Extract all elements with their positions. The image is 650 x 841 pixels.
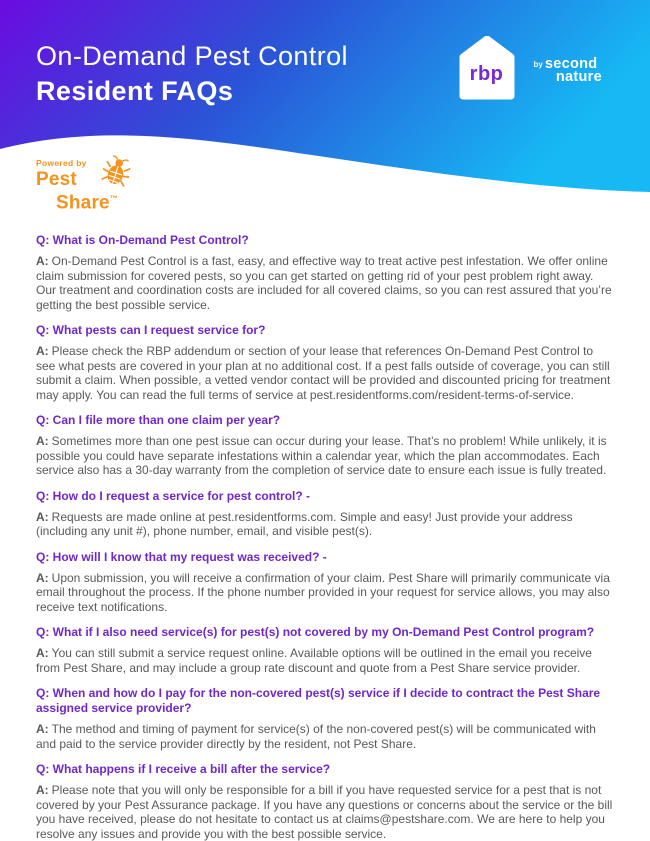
rbp-second-nature-logo [449, 36, 602, 106]
faq-item-2 [36, 323, 614, 402]
powered-by-label: Powered by [36, 158, 87, 168]
second-nature-wordmark [534, 58, 602, 84]
faq-item-5 [36, 550, 614, 615]
faq-question: Q: How will I know that my request was received? - [36, 549, 327, 564]
document-title: On-Demand Pest Control [36, 41, 348, 71]
faq-question: Q: What happens if I receive a bill after the service? [36, 762, 331, 776]
faq-question: Q: When and how do I pay for the non-covered pest(s) service if I decide to contract the Pest Share assigned service provider? [36, 686, 601, 715]
header-titles [36, 40, 348, 108]
faq-answer: A: Please note that you will only be responsible for a bill if you have requested service for a pest that is not covered by your Pest Assurance package. If you have any questions or concerns about the service or the bill you have received, please do not hesitate to contact us at claims@pestshare.com. We are here to help you resolve any issues and provide you with the best possible service. [36, 783, 613, 841]
faq-list [36, 233, 614, 841]
faq-question: Q: What if I also need service(s) for pest(s) not covered by my On-Demand Pest Control program? [36, 625, 595, 639]
pest-share-logo [36, 158, 176, 212]
faq-answer: A: Sometimes more than one pest issue can occur during your lease. That’s no problem! While unlikely, it is possible you could have separate infestations within a calendar year, which the plan accommodates. Each service also has a 30-day warranty from the completion of service date to ensure each issue is fully treated. [36, 434, 607, 477]
trademark-symbol: ™ [109, 194, 119, 203]
document-subtitle: Resident FAQs [36, 76, 234, 106]
faq-item-6 [36, 625, 614, 675]
rbp-logo-icon [449, 36, 525, 106]
beetle-icon [98, 155, 134, 191]
nature-label: nature [555, 69, 602, 85]
faq-question: Q: Can I file more than one claim per year? [36, 413, 281, 427]
by-label: by [533, 60, 543, 69]
faq-item-3 [36, 413, 614, 478]
faq-question: Q: What is On-Demand Pest Control? [36, 233, 249, 247]
rbp-logo-text: rbp [469, 63, 504, 85]
faq-answer: A: You can still submit a service request online. Available options will be outlined in the email you receive from Pest Share, and may include a group rate discount and quote from a Pest Share service provider. [36, 646, 592, 675]
share-label: Share™ [56, 192, 119, 214]
faq-answer: A: Requests are made online at pest.residentforms.com. Simple and easy! Just provide your address (including any unit #), phone number, email, and visible pest(s). [36, 509, 573, 538]
faq-item-7 [36, 686, 614, 751]
faq-answer: A: Please check the RBP addendum or section of your lease that references On-Demand Pest Control to see what pests are covered in your plan at no additional cost. If a pest falls outside of coverage, you can still submit a claim. When possible, a vetted vendor contact will be provided and discounted pricing for treatment may apply. You can read the full terms of service at pest.residentforms.com/resident-terms-of-service. [36, 344, 611, 402]
faq-question: Q: What pests can I request service for? [36, 323, 266, 337]
faq-answer: A: Upon submission, you will receive a confirmation of your claim. Pest Share will primarily communicate via email throughout the process. If the phone number provided in your request for service allows, you may also receive text notifications. [36, 570, 610, 614]
faq-item-8 [36, 762, 614, 841]
second-label: second [544, 56, 598, 72]
faq-answer: A: The method and timing of payment for service(s) of the non-covered pest(s) will be communicated with and paid to the service provider directly by the resident, not Pest Share. [36, 722, 596, 751]
faq-question: Q: How do I request a service for pest control? - [36, 488, 311, 503]
faq-item-4 [36, 489, 614, 539]
faq-answer: A: On-Demand Pest Control is a fast, easy, and effective way to treat active pest infestation. We offer online claim submission for covered pests, so you can get started on getting rid of your pest problem right away. Our treatment and coordination costs are included for all covered claims, so you can rest assured that you’re getting the best possible service. [36, 254, 612, 312]
faq-item-1 [36, 233, 614, 312]
pest-label: Pest [36, 169, 77, 190]
